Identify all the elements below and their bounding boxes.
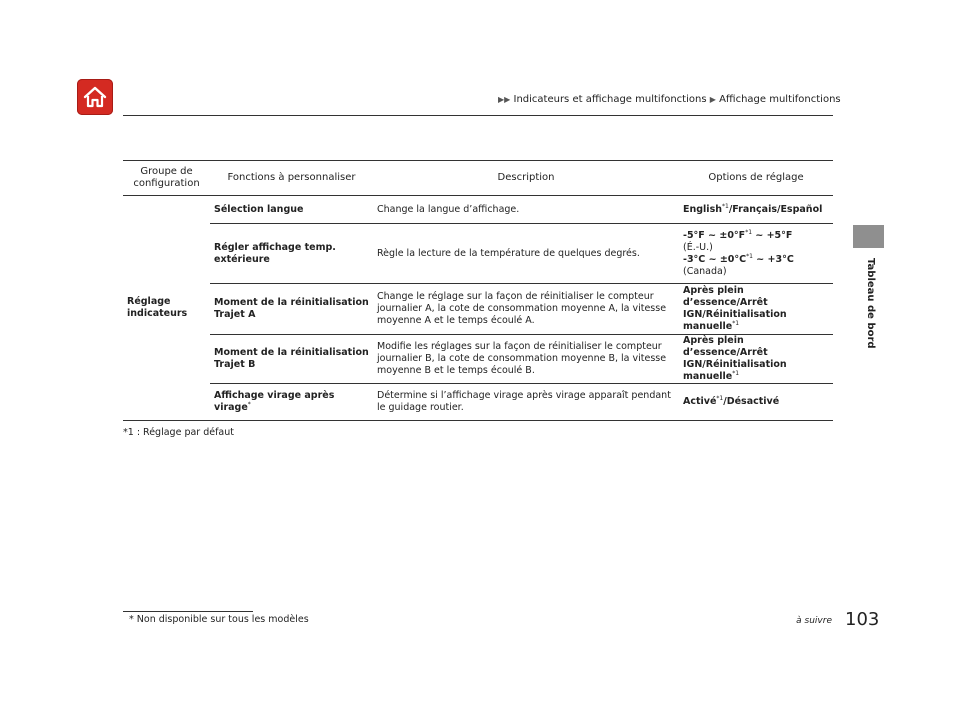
celsius-range <box>683 254 829 266</box>
default-marker: *1 <box>745 228 753 236</box>
function-name: Moment de la réinitialisation Trajet B <box>210 335 373 384</box>
function-name <box>210 384 373 421</box>
availability-marker: * <box>247 400 251 408</box>
setting-options <box>679 284 833 335</box>
range-min-default: -5°F ~ ±0°F <box>683 229 746 241</box>
table-row <box>123 196 833 224</box>
function-name: Moment de la réinitialisation Trajet A <box>210 284 373 335</box>
range-max: ~ +5°F <box>752 229 793 241</box>
table-header-row <box>123 161 833 196</box>
region-label: (Canada) <box>683 265 727 277</box>
fahrenheit-range <box>683 230 829 242</box>
option-list: Après plein d’essence/Arrêt IGN/Réinitialisation manuelle <box>683 335 787 382</box>
default-marker: *1 <box>746 252 753 260</box>
table-row <box>123 284 833 335</box>
option-others: /Désactivé <box>723 396 780 407</box>
default-marker: *1 <box>721 202 729 210</box>
option-list: Après plein d’essence/Arrêt IGN/Réinitialisation manuelle <box>683 285 787 332</box>
breadcrumb-arrow-icon: ▶ <box>709 95 716 104</box>
breadcrumb-current[interactable]: Affichage multifonctions <box>719 94 841 105</box>
side-tab-label: Tableau de bord <box>865 258 876 349</box>
group-name: Réglage indicateurs <box>127 296 188 319</box>
home-button[interactable] <box>77 79 113 115</box>
function-description: Règle la lecture de la température de quelques degrés. <box>373 224 679 284</box>
range-max: ~ +3°C <box>752 253 794 265</box>
function-label: Affichage virage après virage <box>214 390 335 413</box>
table-row <box>123 224 833 284</box>
setting-options <box>679 335 833 384</box>
option-default: English <box>683 203 722 215</box>
function-description: Modifie les réglages sur la façon de réinitialiser le compteur journalier B, la cote de consommation moyenne B, la vitesse moyenne B et le temps écoulé B. <box>373 335 679 384</box>
option-default: Activé <box>683 396 717 407</box>
footnote-divider <box>123 611 253 612</box>
region-label: (É.-U.) <box>683 241 713 253</box>
breadcrumb-arrows-icon: ▶▶ <box>498 95 511 104</box>
breadcrumb-link-indicators[interactable]: Indicateurs et affichage multifonctions <box>513 94 707 105</box>
table-row <box>123 335 833 384</box>
availability-footnote: * Non disponible sur tous les modèles <box>129 614 309 625</box>
default-marker: *1 <box>716 394 724 402</box>
setting-options <box>679 384 833 421</box>
page-number: 103 <box>845 609 880 630</box>
breadcrumb <box>498 94 841 105</box>
settings-table <box>123 160 833 421</box>
default-marker: *1 <box>732 369 740 377</box>
function-description: Détermine si l’affichage virage après virage apparaît pendant le guidage routier. <box>377 390 671 413</box>
function-description: Change la langue d’affichage. <box>373 196 679 224</box>
table-row <box>123 384 833 421</box>
side-tab-marker <box>853 225 884 248</box>
default-setting-footnote: *1 : Réglage par défaut <box>123 427 235 438</box>
col-header-options: Options de réglage <box>679 161 833 196</box>
function-name: Régler affichage temp. extérieure <box>210 224 373 284</box>
function-name: Sélection langue <box>210 196 373 224</box>
option-others: /Français/Español <box>728 203 823 215</box>
setting-options <box>679 224 833 284</box>
setting-options <box>679 196 833 224</box>
header-divider <box>123 115 833 116</box>
default-marker: *1 <box>732 319 740 327</box>
range-min-default: -3°C ~ ±0°C <box>683 253 747 265</box>
col-header-group: Groupe de configuration <box>123 161 210 196</box>
col-header-description: Description <box>373 161 679 196</box>
continued-label: à suivre <box>796 616 832 626</box>
col-header-functions: Fonctions à personnaliser <box>210 161 373 196</box>
home-icon <box>82 85 108 109</box>
function-description: Change le réglage sur la façon de réinitialiser le compteur journalier A, la cote de consommation moyenne A, la vitesse moyenne A et le temps écoulé A. <box>373 284 679 335</box>
